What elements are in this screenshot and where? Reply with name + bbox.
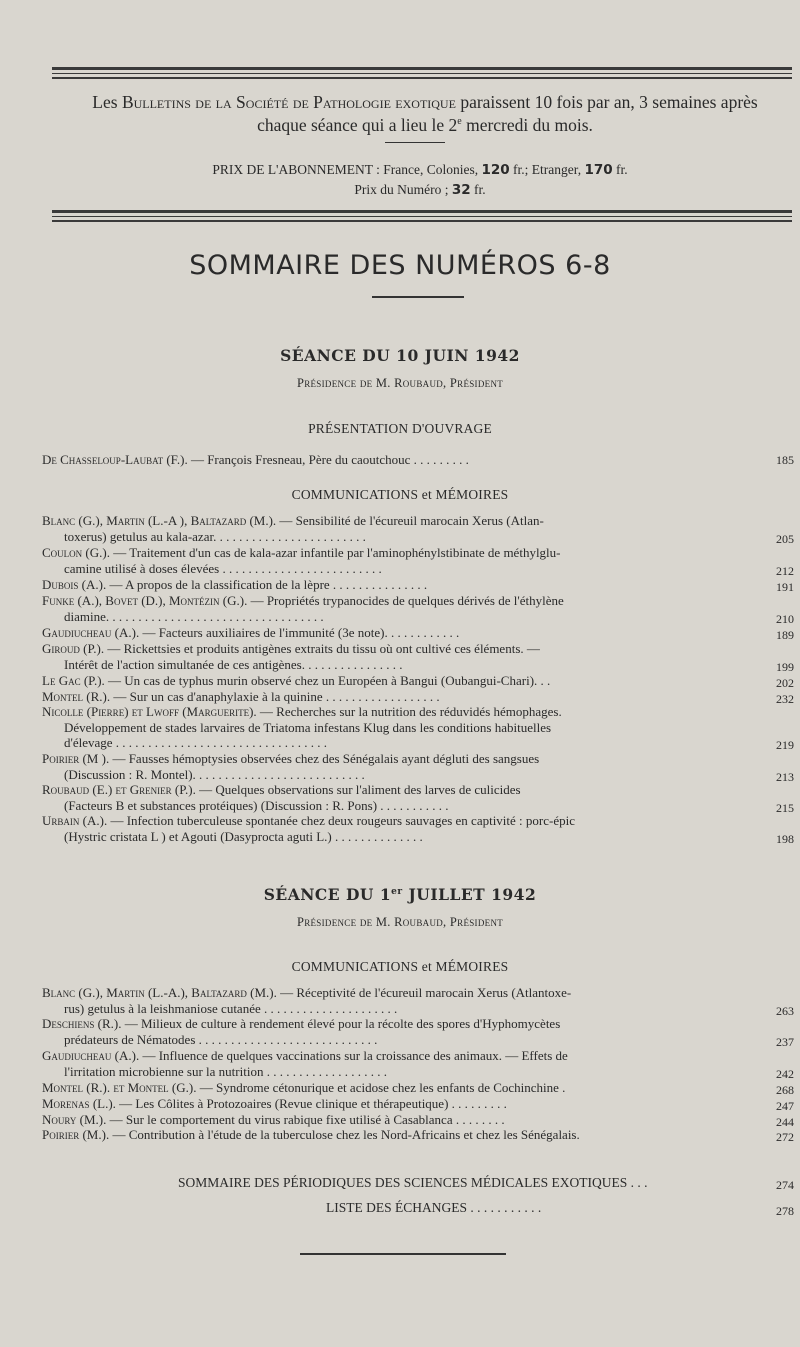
publication-notice bbox=[85, 92, 765, 135]
top-rule-1 bbox=[52, 67, 792, 70]
presentation-heading: PRÉSENTATION D'OUVRAGE bbox=[308, 421, 492, 436]
session-1-title: SÉANCE DU 10 JUIN 1942 bbox=[280, 346, 520, 365]
toc-entry bbox=[42, 641, 742, 672]
entry-authors: Poirier (M.) bbox=[42, 1127, 106, 1142]
entry-continuation: (Facteurs B et substances protéiques) (Discussion : R. Pons) . . . . . . . . . . . bbox=[64, 797, 449, 813]
entry-continuation: d'élevage . . . . . . . . . . . . . . . . . . . . . . . . . . . . . . . . . bbox=[64, 735, 328, 750]
entry-authors: De Chasseloup-Laubat (F.) bbox=[42, 452, 185, 467]
session-1-presidence: Présidence de M. Roubaud, Président bbox=[296, 376, 504, 390]
entry-title: . — François Fresneau, Père du caoutchouc . . . . . . . . . bbox=[184, 452, 469, 467]
mid-rule-1 bbox=[52, 210, 792, 213]
entry-continuation: rus) getulus à la leishmaniose cutanée . . . . . . . . . . . . . . . . . . . . . bbox=[64, 1000, 398, 1016]
entry-continuation: (Hystric cristata L ) et Agouti (Dasyprocta aguti L.) . . . . . . . . . . . . . . bbox=[64, 828, 423, 844]
entry-title: . — Influence de quelques vaccinations sur la croissance des animaux. — Effets de bbox=[135, 1048, 568, 1063]
mid-rule-3 bbox=[52, 220, 792, 222]
toc-entry bbox=[42, 751, 742, 782]
communications-heading-2: COMMUNICATIONS et MÉMOIRES bbox=[291, 959, 509, 974]
entry-continuation: prédateurs de Nématodes . . . . . . . . . . . . . . . . . . . . . . . . . . . . bbox=[64, 1031, 378, 1047]
toc-entry bbox=[42, 513, 742, 544]
notice-text-2: paraissent 10 fois par an, 3 semaines après chaque séance qui a lieu le 2 bbox=[257, 92, 758, 135]
notice-text-1: Les bbox=[92, 92, 122, 112]
toc-entry bbox=[42, 593, 742, 624]
entry-page: 212 bbox=[776, 563, 794, 578]
entry-page: 185 bbox=[776, 453, 794, 467]
entry-title: . — Les Côlites à Protozoaires (Revue clinique et thérapeutique) . . . . . . . . . bbox=[112, 1096, 507, 1111]
toc-entry bbox=[42, 782, 742, 813]
toc-entry bbox=[42, 813, 742, 844]
echanges-line bbox=[326, 1200, 541, 1216]
periodiques-label: SOMMAIRE DES PÉRIODIQUES DES SCIENCES MÉDICALES EXOTIQUES . . . bbox=[178, 1175, 648, 1190]
toc-entry bbox=[42, 1112, 742, 1128]
entry-title: . — Réceptivité de l'écureuil marocain Xerus (Atlantoxe- bbox=[273, 985, 572, 1000]
title-underline bbox=[372, 296, 464, 298]
entry-title: — Fausses hémoptysies observées chez des Sénégalais ayant dégluti des sangsues bbox=[109, 751, 540, 766]
entry-title: . — Rickettsies et produits antigènes extraits du tissu où ont cultivé ces éléments. — bbox=[100, 641, 540, 656]
periodiques-page: 274 bbox=[776, 1178, 794, 1192]
toc-entry bbox=[42, 1016, 742, 1047]
toc-entry bbox=[42, 985, 742, 1016]
entry-page: 219 bbox=[776, 738, 794, 752]
entry-title: . — Infection tuberculeuse spontanée chez deux rougeurs sauvages en captivité : porc-épic bbox=[103, 813, 575, 828]
entry-authors: Noury (M.) bbox=[42, 1112, 104, 1127]
entry-page: 202 bbox=[776, 676, 794, 690]
entry-authors: Funke (A.), Bovet (D.), Montézin (G.) bbox=[42, 593, 245, 608]
subscription-price bbox=[100, 160, 740, 200]
page-title: SOMMAIRE DES NUMÉROS 6-8 bbox=[189, 250, 611, 281]
entry-page: 215 bbox=[776, 800, 794, 815]
toc-entry bbox=[42, 1096, 742, 1112]
entry-page: 237 bbox=[776, 1034, 794, 1049]
price-number-label: Prix du Numéro ; bbox=[354, 182, 452, 197]
entry-page: 199 bbox=[776, 659, 794, 674]
entry-title: . — Contribution à l'étude de la tuberculose chez les Nord-Africains et chez les Sénégalais. bbox=[105, 1127, 580, 1142]
top-rule-2 bbox=[52, 73, 792, 74]
entry-title: . — Traitement d'un cas de kala-azar infantile par l'aminophénylstibinate de méthylglu- bbox=[106, 545, 561, 560]
price-label: PRIX DE L'ABONNEMENT : bbox=[212, 162, 380, 177]
entry-page: 268 bbox=[776, 1083, 794, 1097]
entry-title: . — Sensibilité de l'écureuil marocain Xerus (Atlan- bbox=[272, 513, 544, 528]
entry-page: 242 bbox=[776, 1066, 794, 1081]
entry-page: 247 bbox=[776, 1099, 794, 1113]
entry-page: 232 bbox=[776, 692, 794, 706]
entry-continuation: toxerus) getulus au kala-azar. . . . . . . . . . . . . . . . . . . . . . . . bbox=[64, 528, 366, 544]
toc-entry bbox=[42, 673, 742, 689]
toc-entry bbox=[42, 1127, 742, 1143]
entry-page: 210 bbox=[776, 611, 794, 626]
entry-page: 189 bbox=[776, 628, 794, 642]
entry-title: . — Syndrome cétonurique et acidose chez les enfants de Cochinchine . bbox=[193, 1080, 566, 1095]
toc-entry bbox=[42, 704, 742, 751]
entry-title: . — Sur un cas d'anaphylaxie à la quinine . . . . . . . . . . . . . . . . . . bbox=[106, 689, 440, 704]
entry-title: . — Sur le comportement du virus rabique fixe utilisé à Casablanca . . . . . . . . bbox=[103, 1112, 505, 1127]
entry-title: . — Facteurs auxiliaires de l'immunité (3e note). . . . . . . . . . . . bbox=[135, 625, 460, 640]
toc-entry bbox=[42, 625, 742, 641]
toc-entry bbox=[42, 689, 742, 705]
price-unit-2: fr. bbox=[612, 162, 628, 177]
entry-continuation: Intérêt de l'action simultanée de ces antigènes. . . . . . . . . . . . . . . . bbox=[64, 656, 403, 672]
entry-authors: Roubaud (E.) et Grenier (P.) bbox=[42, 782, 193, 797]
price-number: 32 bbox=[451, 182, 471, 198]
notice-divider bbox=[385, 142, 445, 143]
session-2-title-post: JUILLET 1942 bbox=[402, 885, 537, 904]
entry-authors: Montel (R.) bbox=[42, 689, 107, 704]
entry-authors: Blanc (G.), Martin (L.-A ), Baltazard (M.) bbox=[42, 513, 273, 528]
entry-authors: Le Gac (P.) bbox=[42, 673, 102, 688]
entry-page: 198 bbox=[776, 831, 794, 846]
entry-authors: Dubois (A.) bbox=[42, 577, 103, 592]
entry-authors: Blanc (G.), Martin (L.-A.), Baltazard (M.) bbox=[42, 985, 274, 1000]
entry-authors: Deschiens (R.) bbox=[42, 1016, 119, 1031]
entry-page: 263 bbox=[776, 1003, 794, 1018]
session-2-title bbox=[0, 885, 800, 904]
price-foreign: 170 bbox=[584, 162, 613, 178]
session-2-title-pre: SÉANCE DU 1 bbox=[263, 885, 392, 904]
entry-authors: Montel (R.). et Montel (G.) bbox=[42, 1080, 194, 1095]
entry-title: . — Propriétés trypanocides de quelques dérivés de l'éthylène bbox=[244, 593, 564, 608]
entry-page: 272 bbox=[776, 1130, 794, 1144]
entry-title: . — A propos de la classification de la lèpre . . . . . . . . . . . . . . . bbox=[102, 577, 428, 592]
toc-entry bbox=[42, 1048, 742, 1079]
entry-title: . — Milieux de culture à rendement élevé pour la récolte des spores d'Hyphomycètes bbox=[118, 1016, 561, 1031]
entry-authors: Giroud (P.) bbox=[42, 641, 101, 656]
entry-continuation: l'irritation microbienne sur la nutrition . . . . . . . . . . . . . . . . . . . bbox=[64, 1063, 387, 1079]
price-france: 120 bbox=[481, 162, 510, 178]
toc-entry bbox=[42, 577, 742, 593]
entry-page: 205 bbox=[776, 531, 794, 546]
entry-authors: Coulon (G.) bbox=[42, 545, 107, 560]
presentation-entry bbox=[42, 452, 742, 468]
entry-authors: Nicolle (Pierre) et Lwoff (Marguerite) bbox=[42, 704, 254, 719]
entry-continuation: camine utilisé à doses élevées . . . . . . . . . . . . . . . . . . . . . . . . . bbox=[64, 560, 382, 576]
notice-sup: e bbox=[457, 116, 462, 127]
entry-page: 213 bbox=[776, 769, 794, 784]
toc-entry bbox=[42, 545, 742, 576]
entry-authors: Poirier (M ). bbox=[42, 751, 110, 766]
entry-authors: Urbain (A.) bbox=[42, 813, 104, 828]
communications-heading-1: COMMUNICATIONS et MÉMOIRES bbox=[291, 487, 509, 502]
mid-rule-2 bbox=[52, 216, 792, 217]
entry-authors: Morenas (L.) bbox=[42, 1096, 113, 1111]
notice-bulletins: Bulletins de la Société de Pathologie exotique bbox=[121, 92, 456, 112]
entry-page: 191 bbox=[776, 580, 794, 594]
entry-title: . — Quelques observations sur l'aliment des larves de culicides bbox=[192, 782, 521, 797]
entry-authors: Gaudiucheau (A.) bbox=[42, 625, 136, 640]
session-2-presidence: Présidence de M. Roubaud, Président bbox=[296, 915, 504, 929]
entry-continuation: Développement de stades larvaires de Triatoma infestans Klug dans les conditions habituelles bbox=[64, 719, 552, 735]
price-unit-1: fr.; Etranger, bbox=[509, 162, 585, 177]
entry-continuation: (Discussion : R. Montel). . . . . . . . . . . . . . . . . . . . . . . . . . . bbox=[64, 766, 365, 782]
entry-title: . — Un cas de typhus murin observé chez un Européen à Bangui (Oubangui-Chari). . . bbox=[101, 673, 551, 688]
echanges-label: LISTE DES ÉCHANGES . . . . . . . . . . . bbox=[326, 1200, 542, 1215]
price-unit-3: fr. bbox=[470, 182, 486, 197]
top-rule-3 bbox=[52, 77, 792, 79]
entry-title: . — Recherches sur la nutrition des réduvidés hémophages. bbox=[253, 704, 562, 719]
notice-text-3: mercredi du mois. bbox=[461, 114, 593, 135]
price-text: France, Colonies, bbox=[379, 162, 482, 177]
periodiques-line bbox=[178, 1175, 648, 1191]
bottom-rule bbox=[300, 1253, 506, 1255]
entry-authors: Gaudiucheau (A.) bbox=[42, 1048, 136, 1063]
echanges-page: 278 bbox=[776, 1204, 794, 1218]
toc-entry bbox=[42, 1080, 742, 1096]
entry-continuation: diamine. . . . . . . . . . . . . . . . . . . . . . . . . . . . . . . . . . bbox=[64, 608, 324, 624]
session-2-title-sup: er bbox=[391, 886, 403, 897]
entry-page: 244 bbox=[776, 1115, 794, 1129]
